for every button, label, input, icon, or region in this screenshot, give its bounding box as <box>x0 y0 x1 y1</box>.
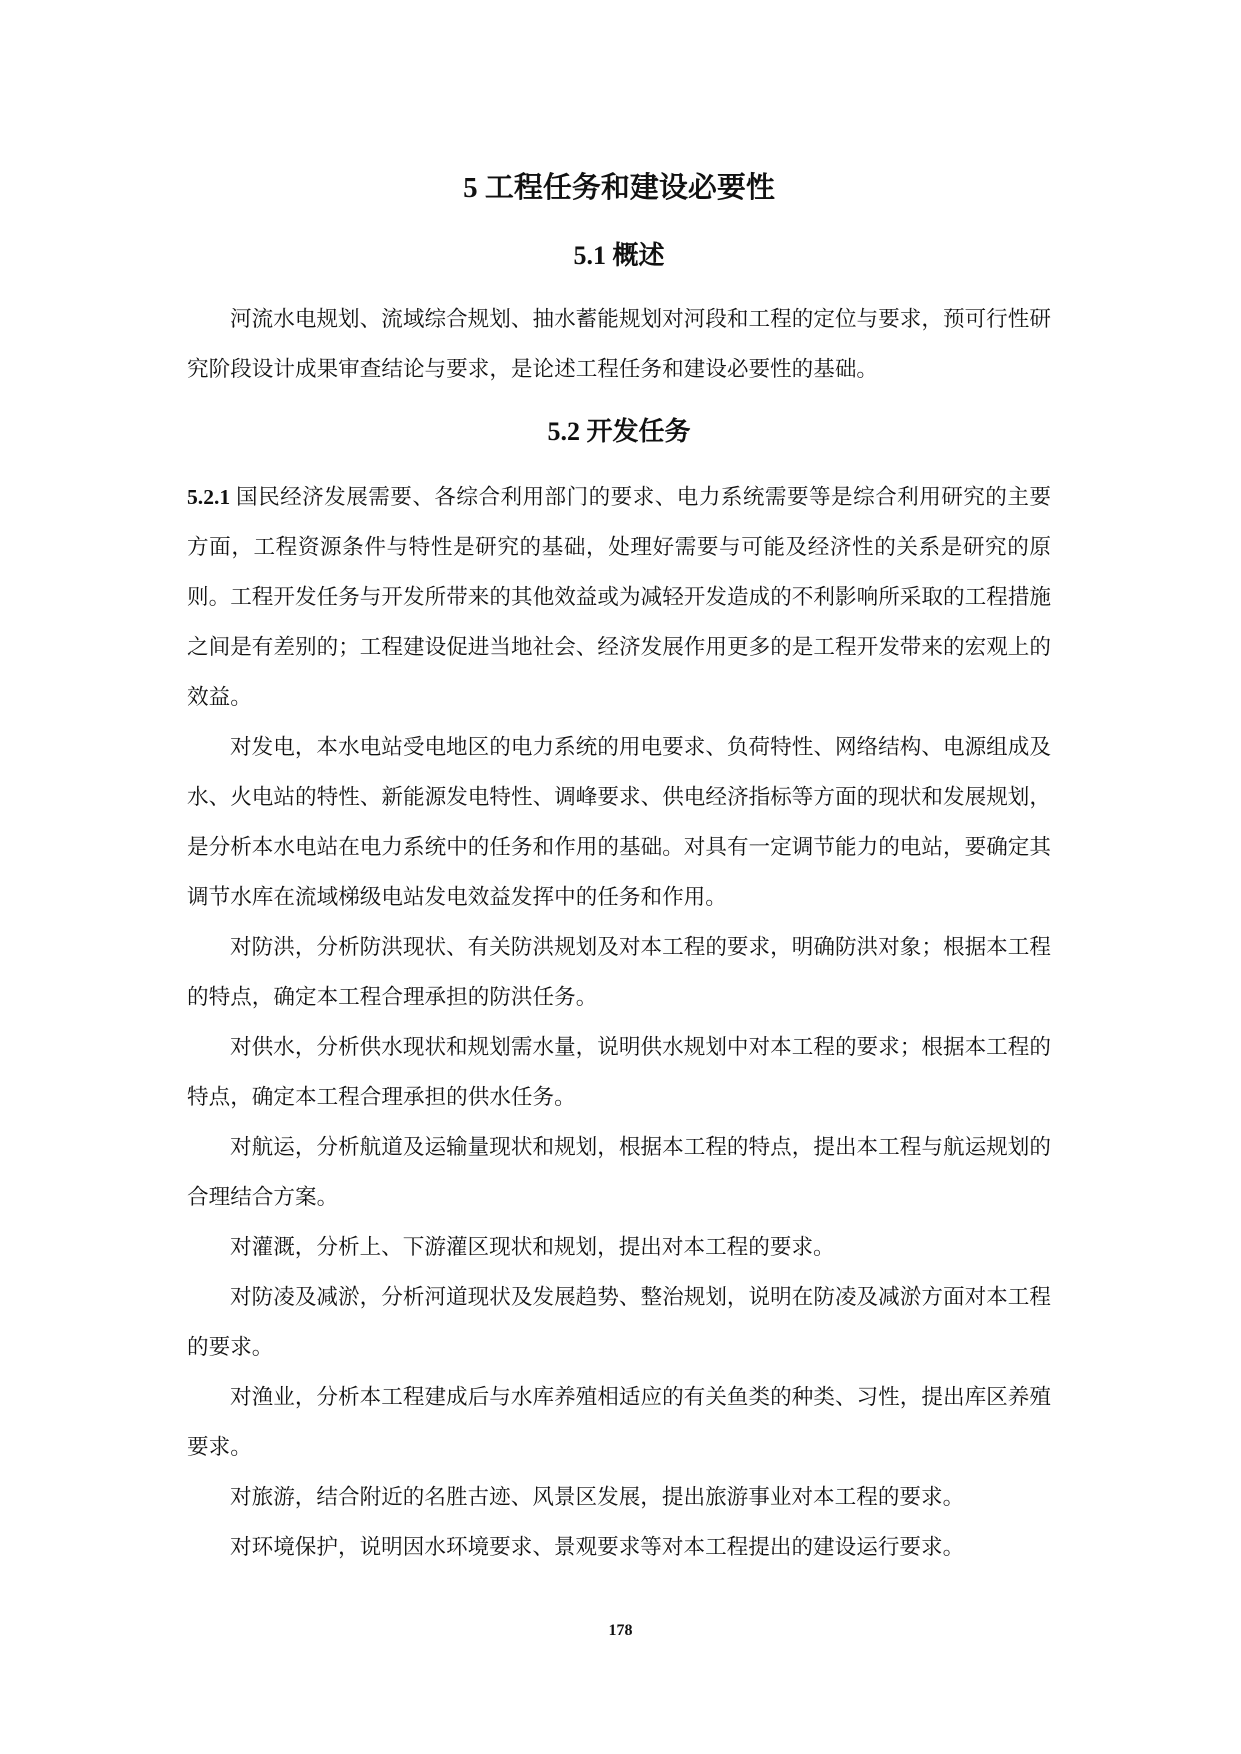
paragraph: 对发电，本水电站受电地区的电力系统的用电要求、负荷特性、网络结构、电源组成及水、火电站的特性、新能源发电特性、调峰要求、供电经济指标等方面的现状和发展规划，是分析本水电站在电力系统中的任务和作用的基础。对具有一定调节能力的电站，要确定其调节水库在流域梯级电站发电效益发挥中的任务和作用。 <box>187 735 1051 909</box>
clause-5-2-1 <box>187 472 1051 722</box>
paragraph: 对环境保护，说明因水环境要求、景观要求等对本工程提出的建设运行要求。 <box>230 1535 965 1559</box>
paragraph: 对供水，分析供水现状和规划需水量，说明供水规划中对本工程的要求；根据本工程的特点，确定本工程合理承担的供水任务。 <box>187 1035 1051 1109</box>
paragraph: 对防洪，分析防洪现状、有关防洪规划及对本工程的要求，明确防洪对象；根据本工程的特点，确定本工程合理承担的防洪任务。 <box>187 935 1051 1009</box>
page-number: 178 <box>608 1622 633 1639</box>
section-5-2-body <box>187 472 1051 1572</box>
paragraph: 河流水电规划、流域综合规划、抽水蓄能规划对河段和工程的定位与要求，预可行性研究阶段设计成果审查结论与要求，是论述工程任务和建设必要性的基础。 <box>187 307 1051 381</box>
paragraph: 对旅游，结合附近的名胜古迹、风景区发展，提出旅游事业对本工程的要求。 <box>230 1485 965 1509</box>
clause-number: 5.2.1 <box>187 485 231 509</box>
chapter-title: 5 工程任务和建设必要性 <box>463 172 775 204</box>
paragraph: 对灌溉，分析上、下游灌区现状和规划，提出对本工程的要求。 <box>230 1235 835 1259</box>
clause-text: 国民经济发展需要、各综合利用部门的要求、电力系统需要等是综合利用研究的主要方面，工程资源条件与特性是研究的基础，处理好需要与可能及经济性的关系是研究的原则。工程开发任务与开发所带来的其他效益或为减轻开发造成的不利影响所采取的工程措施之间是有差别的；工程建设促进当地社会、经济发展作用更多的是工程开发带来的宏观上的效益。 <box>187 485 1051 709</box>
section-heading-5-1: 5.1 概述 <box>573 241 665 270</box>
paragraph: 对渔业，分析本工程建成后与水库养殖相适应的有关鱼类的种类、习性，提出库区养殖要求。 <box>187 1385 1051 1459</box>
paragraph: 对航运，分析航道及运输量现状和规划，根据本工程的特点，提出本工程与航运规划的合理结合方案。 <box>187 1135 1051 1209</box>
section-heading-5-2: 5.2 开发任务 <box>547 417 691 446</box>
section-5-1-body <box>187 294 1051 394</box>
paragraph: 对防凌及减淤，分析河道现状及发展趋势、整治规划，说明在防凌及减淤方面对本工程的要求。 <box>187 1285 1051 1359</box>
